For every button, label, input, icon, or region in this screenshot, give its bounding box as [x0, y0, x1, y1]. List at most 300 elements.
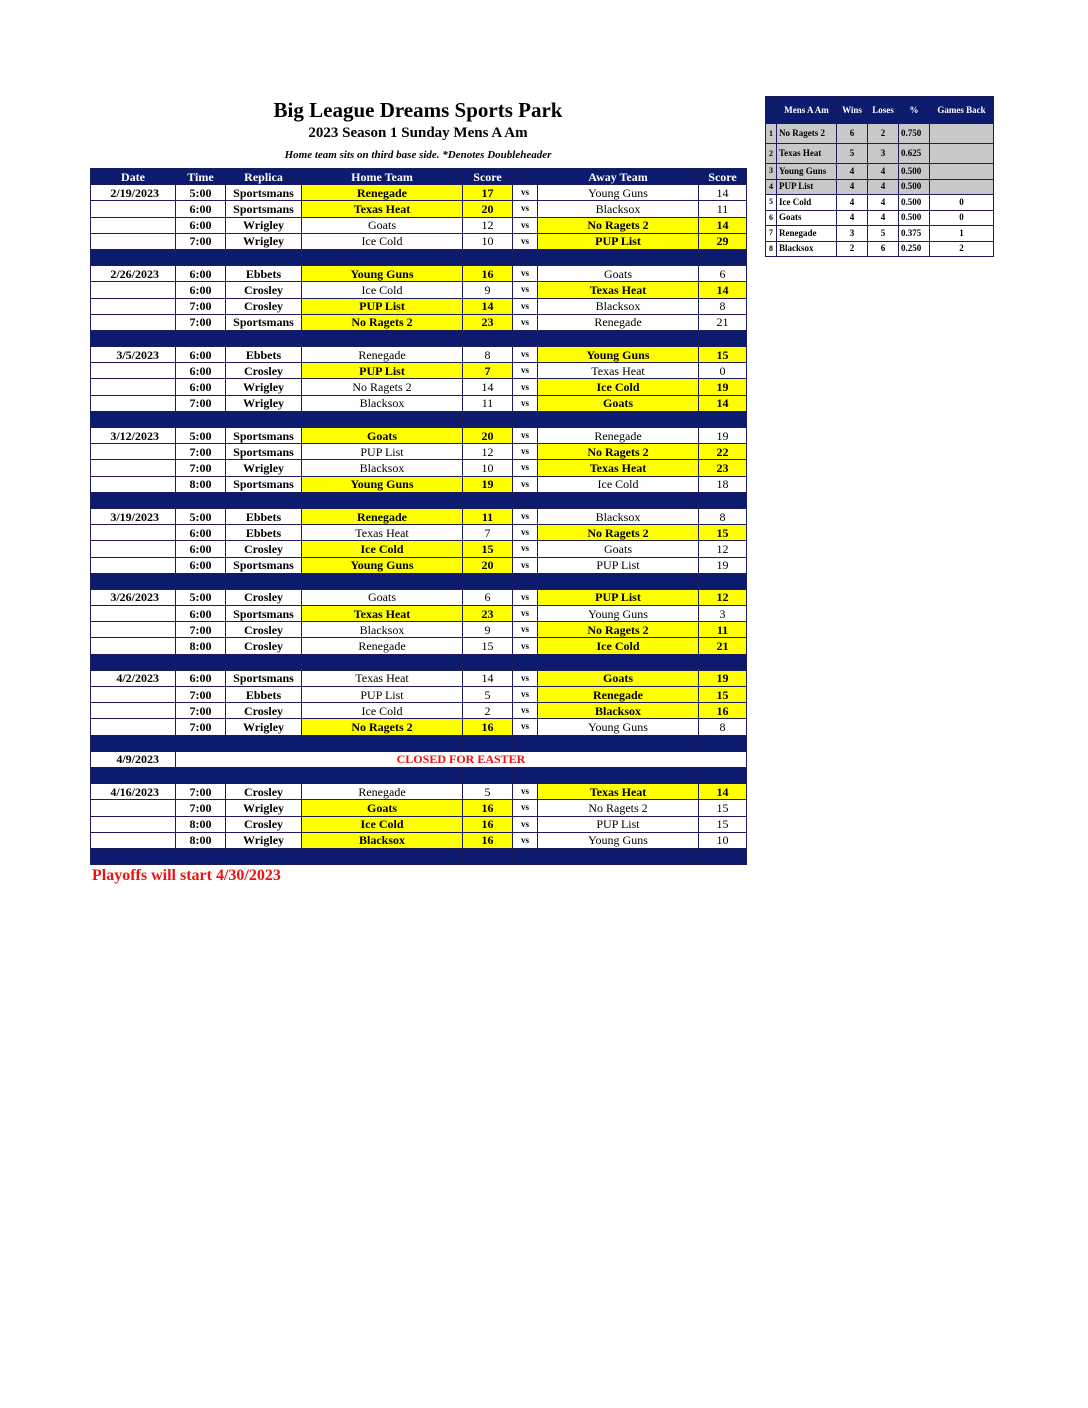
vs-label: vs — [513, 185, 538, 201]
vs-label: vs — [513, 687, 538, 703]
away-score: 15 — [699, 525, 747, 541]
standings-rank: 5 — [766, 195, 777, 211]
away-score: 11 — [699, 201, 747, 217]
standings-losses: 4 — [868, 195, 899, 211]
home-score: 16 — [463, 266, 513, 282]
away-team: Renegade — [538, 687, 699, 703]
game-date: 4/9/2023 — [91, 751, 176, 767]
game-row — [91, 557, 747, 573]
game-time: 6:00 — [176, 217, 226, 233]
standings-team: Renegade — [777, 226, 837, 242]
home-score: 23 — [463, 606, 513, 622]
standings-team: Texas Heat — [777, 144, 837, 164]
separator-cell — [91, 492, 176, 508]
home-team: Texas Heat — [302, 201, 463, 217]
home-team: PUP List — [302, 444, 463, 460]
vs-label: vs — [513, 266, 538, 282]
separator-cell — [699, 735, 747, 751]
field-name: Crosley — [226, 703, 302, 719]
game-time: 7:00 — [176, 784, 226, 800]
vs-label: vs — [513, 460, 538, 476]
standings-pct: 0.500 — [899, 164, 930, 180]
field-name: Sportsmans — [226, 670, 302, 686]
standings-games-back — [930, 179, 994, 195]
away-score: 14 — [699, 784, 747, 800]
home-score: 16 — [463, 719, 513, 735]
column-header-vs — [513, 169, 538, 185]
away-team: Young Guns — [538, 719, 699, 735]
away-team: Young Guns — [538, 185, 699, 201]
separator-cell — [538, 654, 699, 670]
separator-cell — [176, 492, 226, 508]
game-time: 6:00 — [176, 201, 226, 217]
standings-row — [766, 210, 994, 226]
game-time: 7:00 — [176, 395, 226, 411]
separator-cell — [538, 767, 699, 783]
game-row — [91, 508, 747, 524]
vs-label: vs — [513, 622, 538, 638]
column-header-time: Time — [176, 169, 226, 185]
standings-pct: 0.500 — [899, 195, 930, 211]
column-header-replica: Replica — [226, 169, 302, 185]
separator-cell — [699, 654, 747, 670]
field-name: Sportsmans — [226, 557, 302, 573]
standings-wins: 6 — [837, 124, 868, 144]
separator-cell — [302, 411, 463, 427]
field-name: Wrigley — [226, 233, 302, 249]
column-header-date: Date — [91, 169, 176, 185]
separator-cell — [302, 767, 463, 783]
separator-cell — [226, 848, 302, 864]
separator-cell — [302, 735, 463, 751]
standings-losses: 4 — [868, 164, 899, 180]
separator-cell — [226, 249, 302, 265]
game-date — [91, 622, 176, 638]
standings-rank: 6 — [766, 210, 777, 226]
standings-team: Goats — [777, 210, 837, 226]
separator-cell — [176, 573, 226, 589]
game-time: 8:00 — [176, 832, 226, 848]
vs-label: vs — [513, 314, 538, 330]
standings-losses: 2 — [868, 124, 899, 144]
game-time: 7:00 — [176, 233, 226, 249]
field-name: Crosley — [226, 363, 302, 379]
home-score: 11 — [463, 395, 513, 411]
game-time: 6:00 — [176, 606, 226, 622]
home-team: Renegade — [302, 508, 463, 524]
separator-cell — [91, 654, 176, 670]
home-team: Goats — [302, 217, 463, 233]
home-score: 5 — [463, 784, 513, 800]
standings-losses: 5 — [868, 226, 899, 242]
away-team: Blacksox — [538, 703, 699, 719]
separator-cell — [176, 411, 226, 427]
game-date — [91, 800, 176, 816]
game-date: 3/26/2023 — [91, 589, 176, 605]
standings-pct: 0.500 — [899, 179, 930, 195]
home-team: Ice Cold — [302, 703, 463, 719]
field-name: Sportsmans — [226, 606, 302, 622]
home-team: Ice Cold — [302, 541, 463, 557]
home-score: 12 — [463, 444, 513, 460]
game-row — [91, 589, 747, 605]
away-score: 10 — [699, 832, 747, 848]
away-score: 12 — [699, 589, 747, 605]
away-score: 14 — [699, 395, 747, 411]
separator-row — [91, 735, 747, 751]
away-team: Young Guns — [538, 606, 699, 622]
game-row — [91, 784, 747, 800]
game-date — [91, 687, 176, 703]
home-team: Goats — [302, 589, 463, 605]
standings-team: PUP List — [777, 179, 837, 195]
game-date — [91, 460, 176, 476]
game-row — [91, 687, 747, 703]
page-title: Big League Dreams Sports Park — [273, 98, 563, 122]
field-name: Ebbets — [226, 508, 302, 524]
away-score: 15 — [699, 816, 747, 832]
separator-cell — [513, 767, 538, 783]
game-row — [91, 298, 747, 314]
standings-rank: 3 — [766, 164, 777, 180]
game-time: 5:00 — [176, 589, 226, 605]
separator-cell — [176, 330, 226, 346]
game-date — [91, 298, 176, 314]
away-score: 6 — [699, 266, 747, 282]
game-date — [91, 217, 176, 233]
vs-label: vs — [513, 395, 538, 411]
game-time: 8:00 — [176, 816, 226, 832]
game-time: 6:00 — [176, 347, 226, 363]
home-score: 17 — [463, 185, 513, 201]
separator-row — [91, 848, 747, 864]
column-header-away-team: Away Team — [538, 169, 699, 185]
game-date — [91, 638, 176, 654]
separator-cell — [699, 249, 747, 265]
game-time: 6:00 — [176, 266, 226, 282]
home-score: 23 — [463, 314, 513, 330]
away-team: Young Guns — [538, 832, 699, 848]
game-row — [91, 638, 747, 654]
separator-cell — [302, 654, 463, 670]
away-score: 21 — [699, 638, 747, 654]
game-date — [91, 476, 176, 492]
field-name: Sportsmans — [226, 314, 302, 330]
standings-team: Ice Cold — [777, 195, 837, 211]
separator-cell — [91, 735, 176, 751]
away-team: Texas Heat — [538, 784, 699, 800]
game-time: 5:00 — [176, 508, 226, 524]
standings-row — [766, 226, 994, 242]
home-team: Ice Cold — [302, 816, 463, 832]
home-team: Ice Cold — [302, 282, 463, 298]
standings-wins: 4 — [837, 164, 868, 180]
vs-label: vs — [513, 638, 538, 654]
standings-games-back: 1 — [930, 226, 994, 242]
home-team: No Ragets 2 — [302, 379, 463, 395]
away-team: Goats — [538, 670, 699, 686]
separator-cell — [91, 249, 176, 265]
standings-team: Blacksox — [777, 241, 837, 257]
home-score: 16 — [463, 832, 513, 848]
separator-cell — [176, 735, 226, 751]
game-time: 7:00 — [176, 314, 226, 330]
away-team: Goats — [538, 395, 699, 411]
away-score: 18 — [699, 476, 747, 492]
game-row — [91, 185, 747, 201]
home-team: Blacksox — [302, 460, 463, 476]
game-time: 8:00 — [176, 476, 226, 492]
field-name: Crosley — [226, 816, 302, 832]
standings-wins: 4 — [837, 195, 868, 211]
away-team: Goats — [538, 266, 699, 282]
away-score: 21 — [699, 314, 747, 330]
game-time: 6:00 — [176, 670, 226, 686]
home-team: PUP List — [302, 687, 463, 703]
field-name: Crosley — [226, 541, 302, 557]
separator-cell — [699, 848, 747, 864]
home-score: 10 — [463, 233, 513, 249]
separator-cell — [91, 573, 176, 589]
away-team: Renegade — [538, 428, 699, 444]
game-row — [91, 816, 747, 832]
game-row — [91, 800, 747, 816]
game-date — [91, 363, 176, 379]
standings-team: No Ragets 2 — [777, 124, 837, 144]
away-team: Texas Heat — [538, 460, 699, 476]
game-row — [91, 347, 747, 363]
separator-cell — [302, 573, 463, 589]
game-row — [91, 201, 747, 217]
away-team: Ice Cold — [538, 379, 699, 395]
home-team: Texas Heat — [302, 670, 463, 686]
field-name: Ebbets — [226, 347, 302, 363]
standings-wins: 4 — [837, 179, 868, 195]
field-name: Wrigley — [226, 800, 302, 816]
away-score: 11 — [699, 622, 747, 638]
game-row — [91, 314, 747, 330]
separator-cell — [463, 735, 513, 751]
home-team: PUP List — [302, 298, 463, 314]
home-score: 20 — [463, 201, 513, 217]
away-team: Goats — [538, 541, 699, 557]
home-score: 9 — [463, 282, 513, 298]
separator-cell — [538, 411, 699, 427]
column-header-home-score: Score — [463, 169, 513, 185]
vs-label: vs — [513, 282, 538, 298]
away-score: 19 — [699, 670, 747, 686]
away-score: 15 — [699, 347, 747, 363]
home-score: 7 — [463, 363, 513, 379]
away-score: 23 — [699, 460, 747, 476]
vs-label: vs — [513, 541, 538, 557]
game-date: 4/16/2023 — [91, 784, 176, 800]
game-date: 2/26/2023 — [91, 266, 176, 282]
game-date — [91, 395, 176, 411]
page-note: Home team sits on third base side. *Denotes Doubleheader — [284, 149, 552, 161]
separator-cell — [463, 767, 513, 783]
separator-cell — [538, 848, 699, 864]
field-name: Wrigley — [226, 379, 302, 395]
away-score: 19 — [699, 379, 747, 395]
separator-cell — [513, 848, 538, 864]
standings-header-rank — [766, 97, 777, 124]
vs-label: vs — [513, 363, 538, 379]
standings-table — [765, 96, 994, 257]
separator-cell — [463, 249, 513, 265]
game-date — [91, 444, 176, 460]
away-score: 29 — [699, 233, 747, 249]
away-score: 8 — [699, 298, 747, 314]
game-date — [91, 525, 176, 541]
game-date: 3/19/2023 — [91, 508, 176, 524]
separator-cell — [176, 767, 226, 783]
away-team: Young Guns — [538, 347, 699, 363]
vs-label: vs — [513, 719, 538, 735]
vs-label: vs — [513, 606, 538, 622]
home-score: 11 — [463, 508, 513, 524]
standings-losses: 6 — [868, 241, 899, 257]
separator-cell — [302, 848, 463, 864]
home-score: 15 — [463, 541, 513, 557]
separator-cell — [513, 411, 538, 427]
away-team: PUP List — [538, 557, 699, 573]
game-date — [91, 703, 176, 719]
home-score: 19 — [463, 476, 513, 492]
separator-cell — [302, 492, 463, 508]
vs-label: vs — [513, 508, 538, 524]
vs-label: vs — [513, 589, 538, 605]
away-score: 19 — [699, 557, 747, 573]
standings-pct: 0.750 — [899, 124, 930, 144]
vs-label: vs — [513, 444, 538, 460]
away-team: PUP List — [538, 233, 699, 249]
closed-notice: CLOSED FOR EASTER — [176, 751, 747, 767]
standings-wins: 4 — [837, 210, 868, 226]
standings-header-losses: Loses — [868, 97, 899, 124]
away-score: 14 — [699, 185, 747, 201]
standings-wins: 3 — [837, 226, 868, 242]
standings-row — [766, 195, 994, 211]
home-team: Blacksox — [302, 395, 463, 411]
home-score: 7 — [463, 525, 513, 541]
game-date — [91, 832, 176, 848]
home-team: Renegade — [302, 347, 463, 363]
away-score: 14 — [699, 217, 747, 233]
home-team: No Ragets 2 — [302, 719, 463, 735]
standings-rank: 2 — [766, 144, 777, 164]
separator-cell — [91, 848, 176, 864]
separator-row — [91, 767, 747, 783]
field-name: Ebbets — [226, 687, 302, 703]
game-time: 5:00 — [176, 428, 226, 444]
separator-row — [91, 330, 747, 346]
game-row — [91, 541, 747, 557]
vs-label: vs — [513, 347, 538, 363]
away-team: Ice Cold — [538, 476, 699, 492]
game-row — [91, 719, 747, 735]
away-score: 22 — [699, 444, 747, 460]
home-team: Young Guns — [302, 266, 463, 282]
game-date — [91, 719, 176, 735]
separator-row — [91, 573, 747, 589]
away-team: Ice Cold — [538, 638, 699, 654]
vs-label: vs — [513, 670, 538, 686]
standings-games-back: 0 — [930, 195, 994, 211]
field-name: Crosley — [226, 589, 302, 605]
away-score: 19 — [699, 428, 747, 444]
field-name: Wrigley — [226, 832, 302, 848]
game-time: 6:00 — [176, 557, 226, 573]
field-name: Sportsmans — [226, 201, 302, 217]
standings-wins: 5 — [837, 144, 868, 164]
standings-games-back: 2 — [930, 241, 994, 257]
standings-row — [766, 241, 994, 257]
separator-cell — [699, 330, 747, 346]
game-time: 6:00 — [176, 363, 226, 379]
game-date: 3/5/2023 — [91, 347, 176, 363]
away-team: PUP List — [538, 816, 699, 832]
separator-row — [91, 249, 747, 265]
standings-row — [766, 164, 994, 180]
schedule-header-row — [91, 169, 747, 185]
vs-label: vs — [513, 557, 538, 573]
field-name: Wrigley — [226, 719, 302, 735]
separator-cell — [513, 330, 538, 346]
game-row — [91, 460, 747, 476]
field-name: Ebbets — [226, 266, 302, 282]
game-row — [91, 282, 747, 298]
separator-cell — [226, 330, 302, 346]
separator-cell — [538, 735, 699, 751]
vs-label: vs — [513, 800, 538, 816]
away-score: 14 — [699, 282, 747, 298]
separator-cell — [176, 654, 226, 670]
game-date — [91, 606, 176, 622]
home-score: 5 — [463, 687, 513, 703]
separator-cell — [513, 249, 538, 265]
away-score: 15 — [699, 800, 747, 816]
page-subtitle: 2023 Season 1 Sunday Mens A Am — [308, 125, 528, 141]
standings-pct: 0.250 — [899, 241, 930, 257]
separator-cell — [226, 411, 302, 427]
game-date — [91, 282, 176, 298]
vs-label: vs — [513, 428, 538, 444]
vs-label: vs — [513, 525, 538, 541]
home-team: Texas Heat — [302, 525, 463, 541]
separator-cell — [699, 411, 747, 427]
home-team: No Ragets 2 — [302, 314, 463, 330]
column-header-away-score: Score — [699, 169, 747, 185]
game-row — [91, 233, 747, 249]
game-time: 7:00 — [176, 703, 226, 719]
column-header-home-team: Home Team — [302, 169, 463, 185]
vs-label: vs — [513, 703, 538, 719]
away-team: No Ragets 2 — [538, 217, 699, 233]
away-score: 15 — [699, 687, 747, 703]
away-team: Texas Heat — [538, 282, 699, 298]
home-score: 20 — [463, 428, 513, 444]
separator-cell — [463, 654, 513, 670]
home-score: 8 — [463, 347, 513, 363]
home-score: 14 — [463, 379, 513, 395]
game-row — [91, 606, 747, 622]
separator-cell — [226, 735, 302, 751]
home-score: 12 — [463, 217, 513, 233]
home-score: 6 — [463, 589, 513, 605]
home-score: 14 — [463, 298, 513, 314]
game-date — [91, 201, 176, 217]
